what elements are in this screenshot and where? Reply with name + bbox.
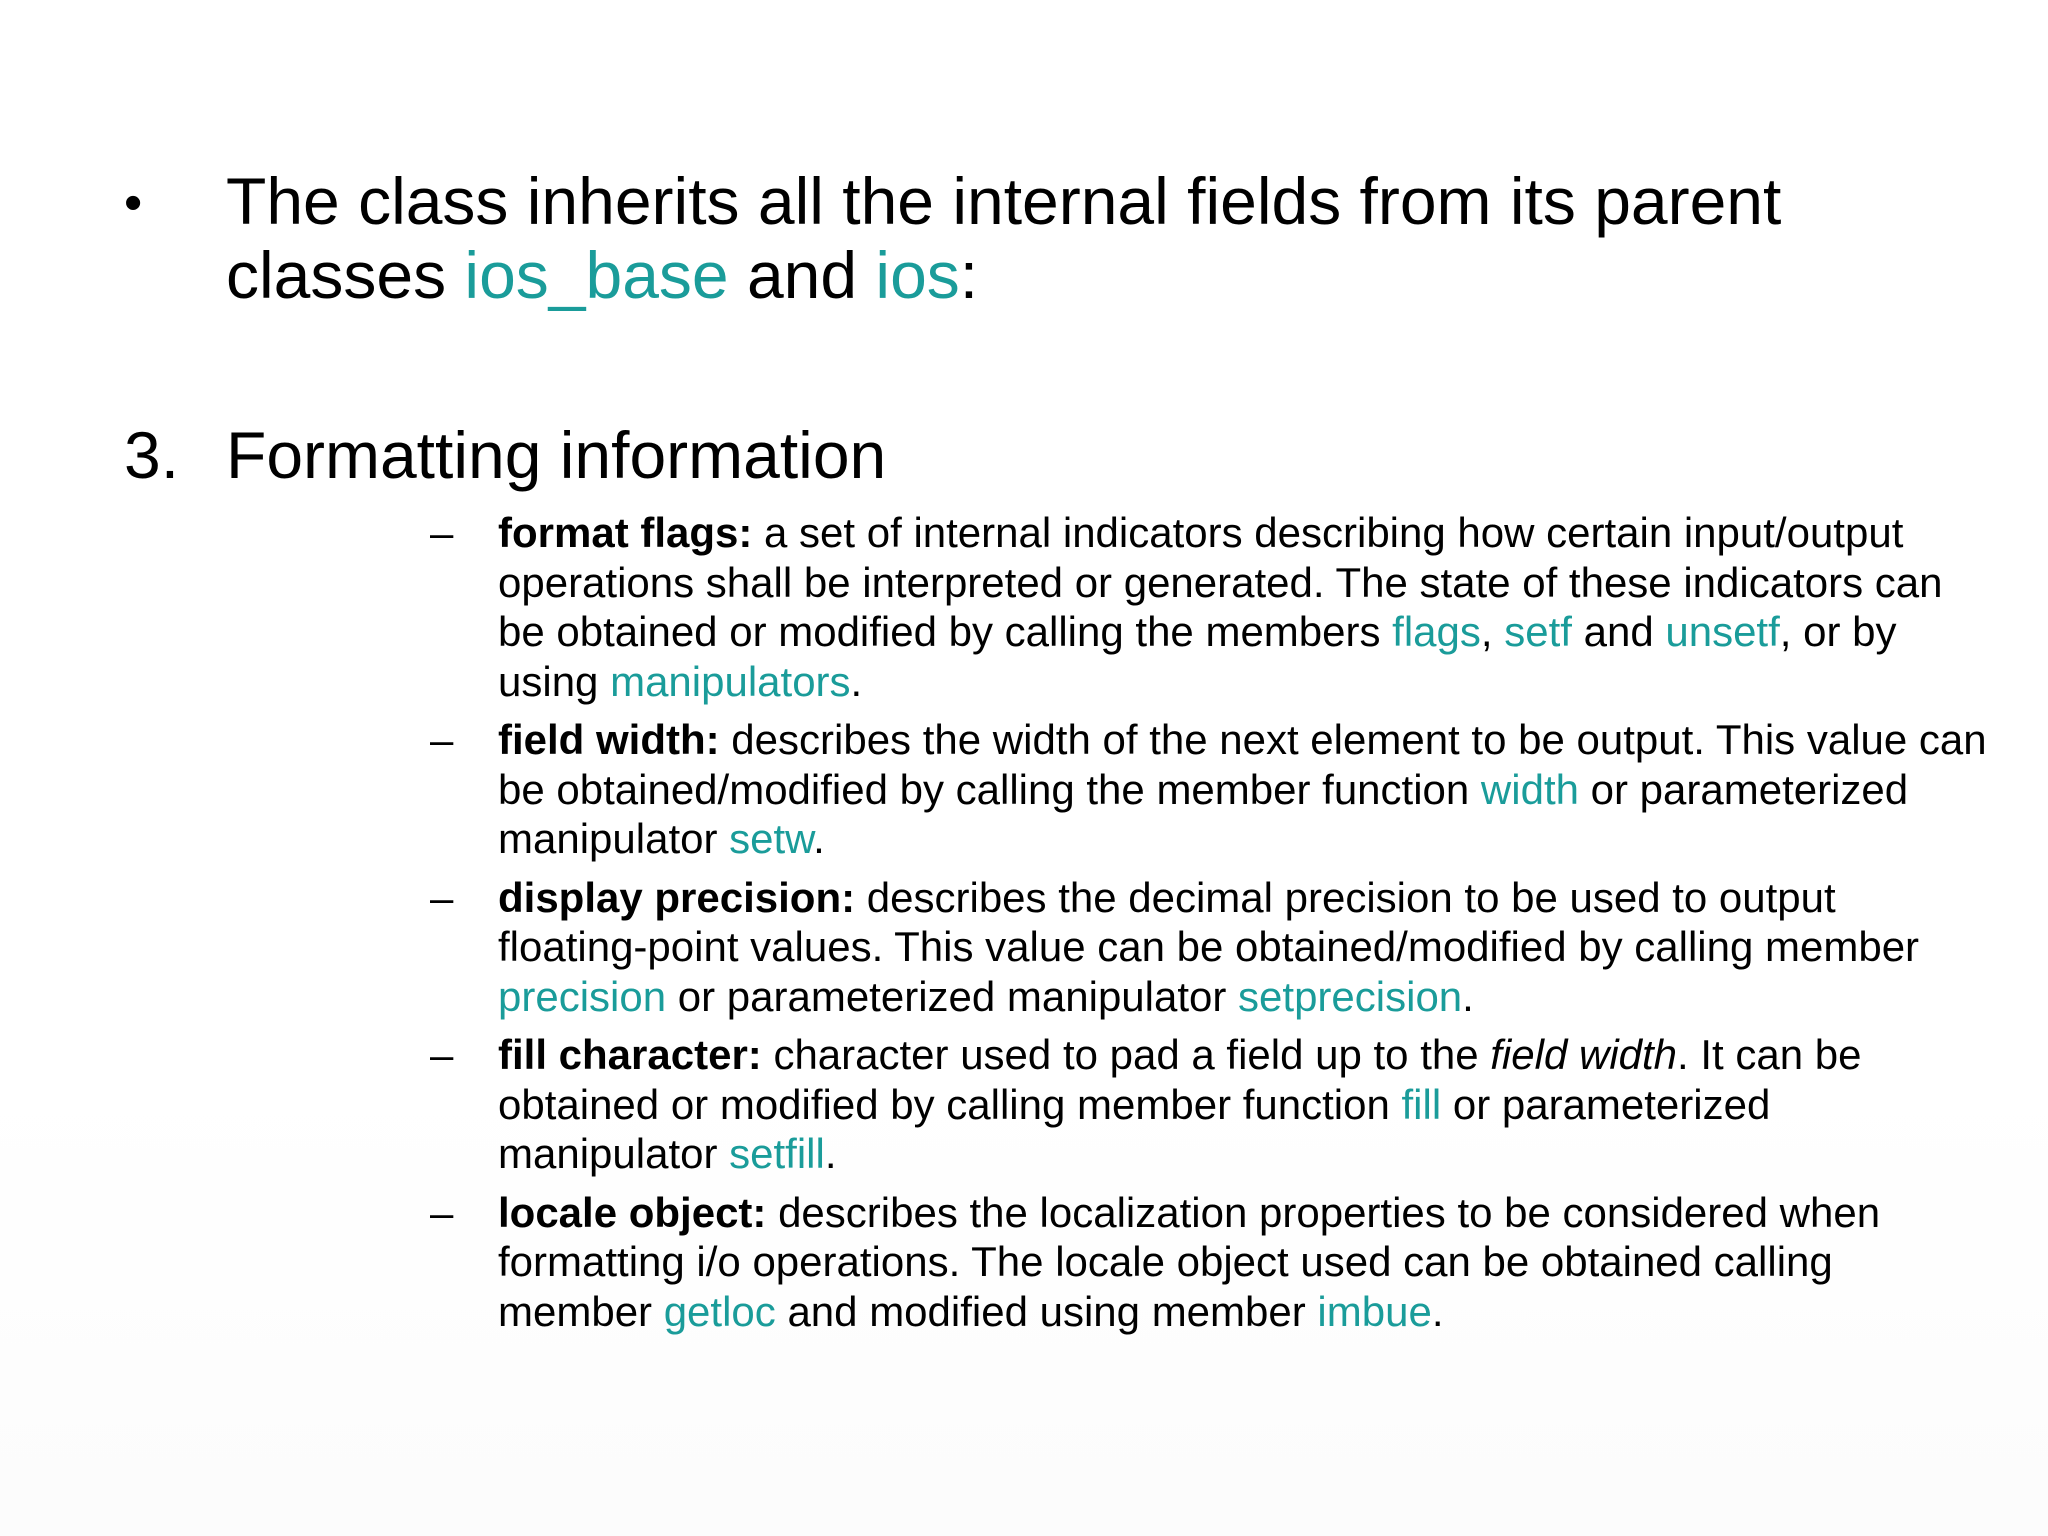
item-text: and [1571,608,1666,655]
item-text: . [1462,972,1474,1020]
section-title: Formatting information [226,418,887,492]
item-text: and modified using member [775,1287,1318,1335]
item-text: or parameterized manipulator [666,972,1239,1020]
term-field-width: field width: [498,716,720,763]
dash-marker: – [430,873,454,921]
dash-marker: – [430,716,454,763]
item-text: or parameterized manipulator [498,765,1909,862]
link-imbue[interactable]: imbue [1317,1287,1432,1335]
item-text: . [824,1130,837,1177]
link-getloc[interactable]: getloc [663,1287,776,1335]
link-ios-base[interactable]: ios_base [464,238,729,312]
item-text: or parameterized manipulator [498,1080,1771,1177]
intro-text-3: : [959,238,979,312]
list-item-format-flags [430,508,1990,706]
intro-text [226,164,1924,312]
section-number: 3. [124,418,180,492]
link-fill[interactable]: fill [1401,1080,1442,1128]
link-flags[interactable]: flags [1392,608,1481,655]
item-text: a set of internal indicators describing how certain input/output operations shall be interpreted or generated. The state of these indicators can be obtained or modified by calling the members [498,509,1943,655]
link-ios[interactable]: ios [875,238,960,312]
link-precision[interactable]: precision [498,972,667,1020]
item-text: . [813,815,825,862]
item-text: . [850,657,863,705]
term-format-flags: format flags: [498,509,753,556]
link-setf[interactable]: setf [1504,608,1572,655]
dash-marker: – [430,509,454,556]
term-display-precision: display precision: [498,873,856,921]
dash-marker: – [430,1031,454,1078]
list-item-field-width [430,715,1990,864]
formatting-list [430,508,1990,1345]
list-item-fill-character [430,1030,1990,1179]
term-fill-character: fill character: [498,1031,762,1078]
link-setfill[interactable]: setfill [729,1130,825,1177]
dash-marker: – [430,1188,454,1236]
item-text: , or by using [498,608,1897,705]
intro-bullet [124,164,1924,312]
list-item-locale-object [430,1188,1990,1337]
link-unsetf[interactable]: unsetf [1665,608,1780,655]
link-width[interactable]: width [1480,765,1579,813]
intro-text-1: The class inherits all the internal fields from its parent classes [226,164,1782,312]
item-text: describes the localization properties to be considered when formatting i/o operations. The locale object used can be obtained calling member [498,1188,1881,1335]
item-text: . It can be obtained or modified by calling member function [498,1031,1862,1128]
emphasis-field-width: field width [1490,1031,1678,1078]
bullet-marker: • [124,174,143,232]
link-setw[interactable]: setw [729,815,814,862]
link-setprecision[interactable]: setprecision [1238,972,1463,1020]
link-manipulators[interactable]: manipulators [610,657,851,705]
intro-text-2: and [728,238,876,312]
item-text: character used to pad a field up to the [761,1031,1491,1078]
section-heading [124,418,1924,492]
item-text: describes the decimal precision to be used to output floating-point values. This value can be obtained/modified by calling member [498,873,1920,970]
item-text: , [1480,608,1505,655]
term-locale-object: locale object: [498,1188,767,1236]
list-item-display-precision [430,873,1990,1022]
item-text: describes the width of the next element to be output. This value can be obtained/modified by calling the member function [498,716,1987,813]
item-text: . [1431,1287,1444,1335]
